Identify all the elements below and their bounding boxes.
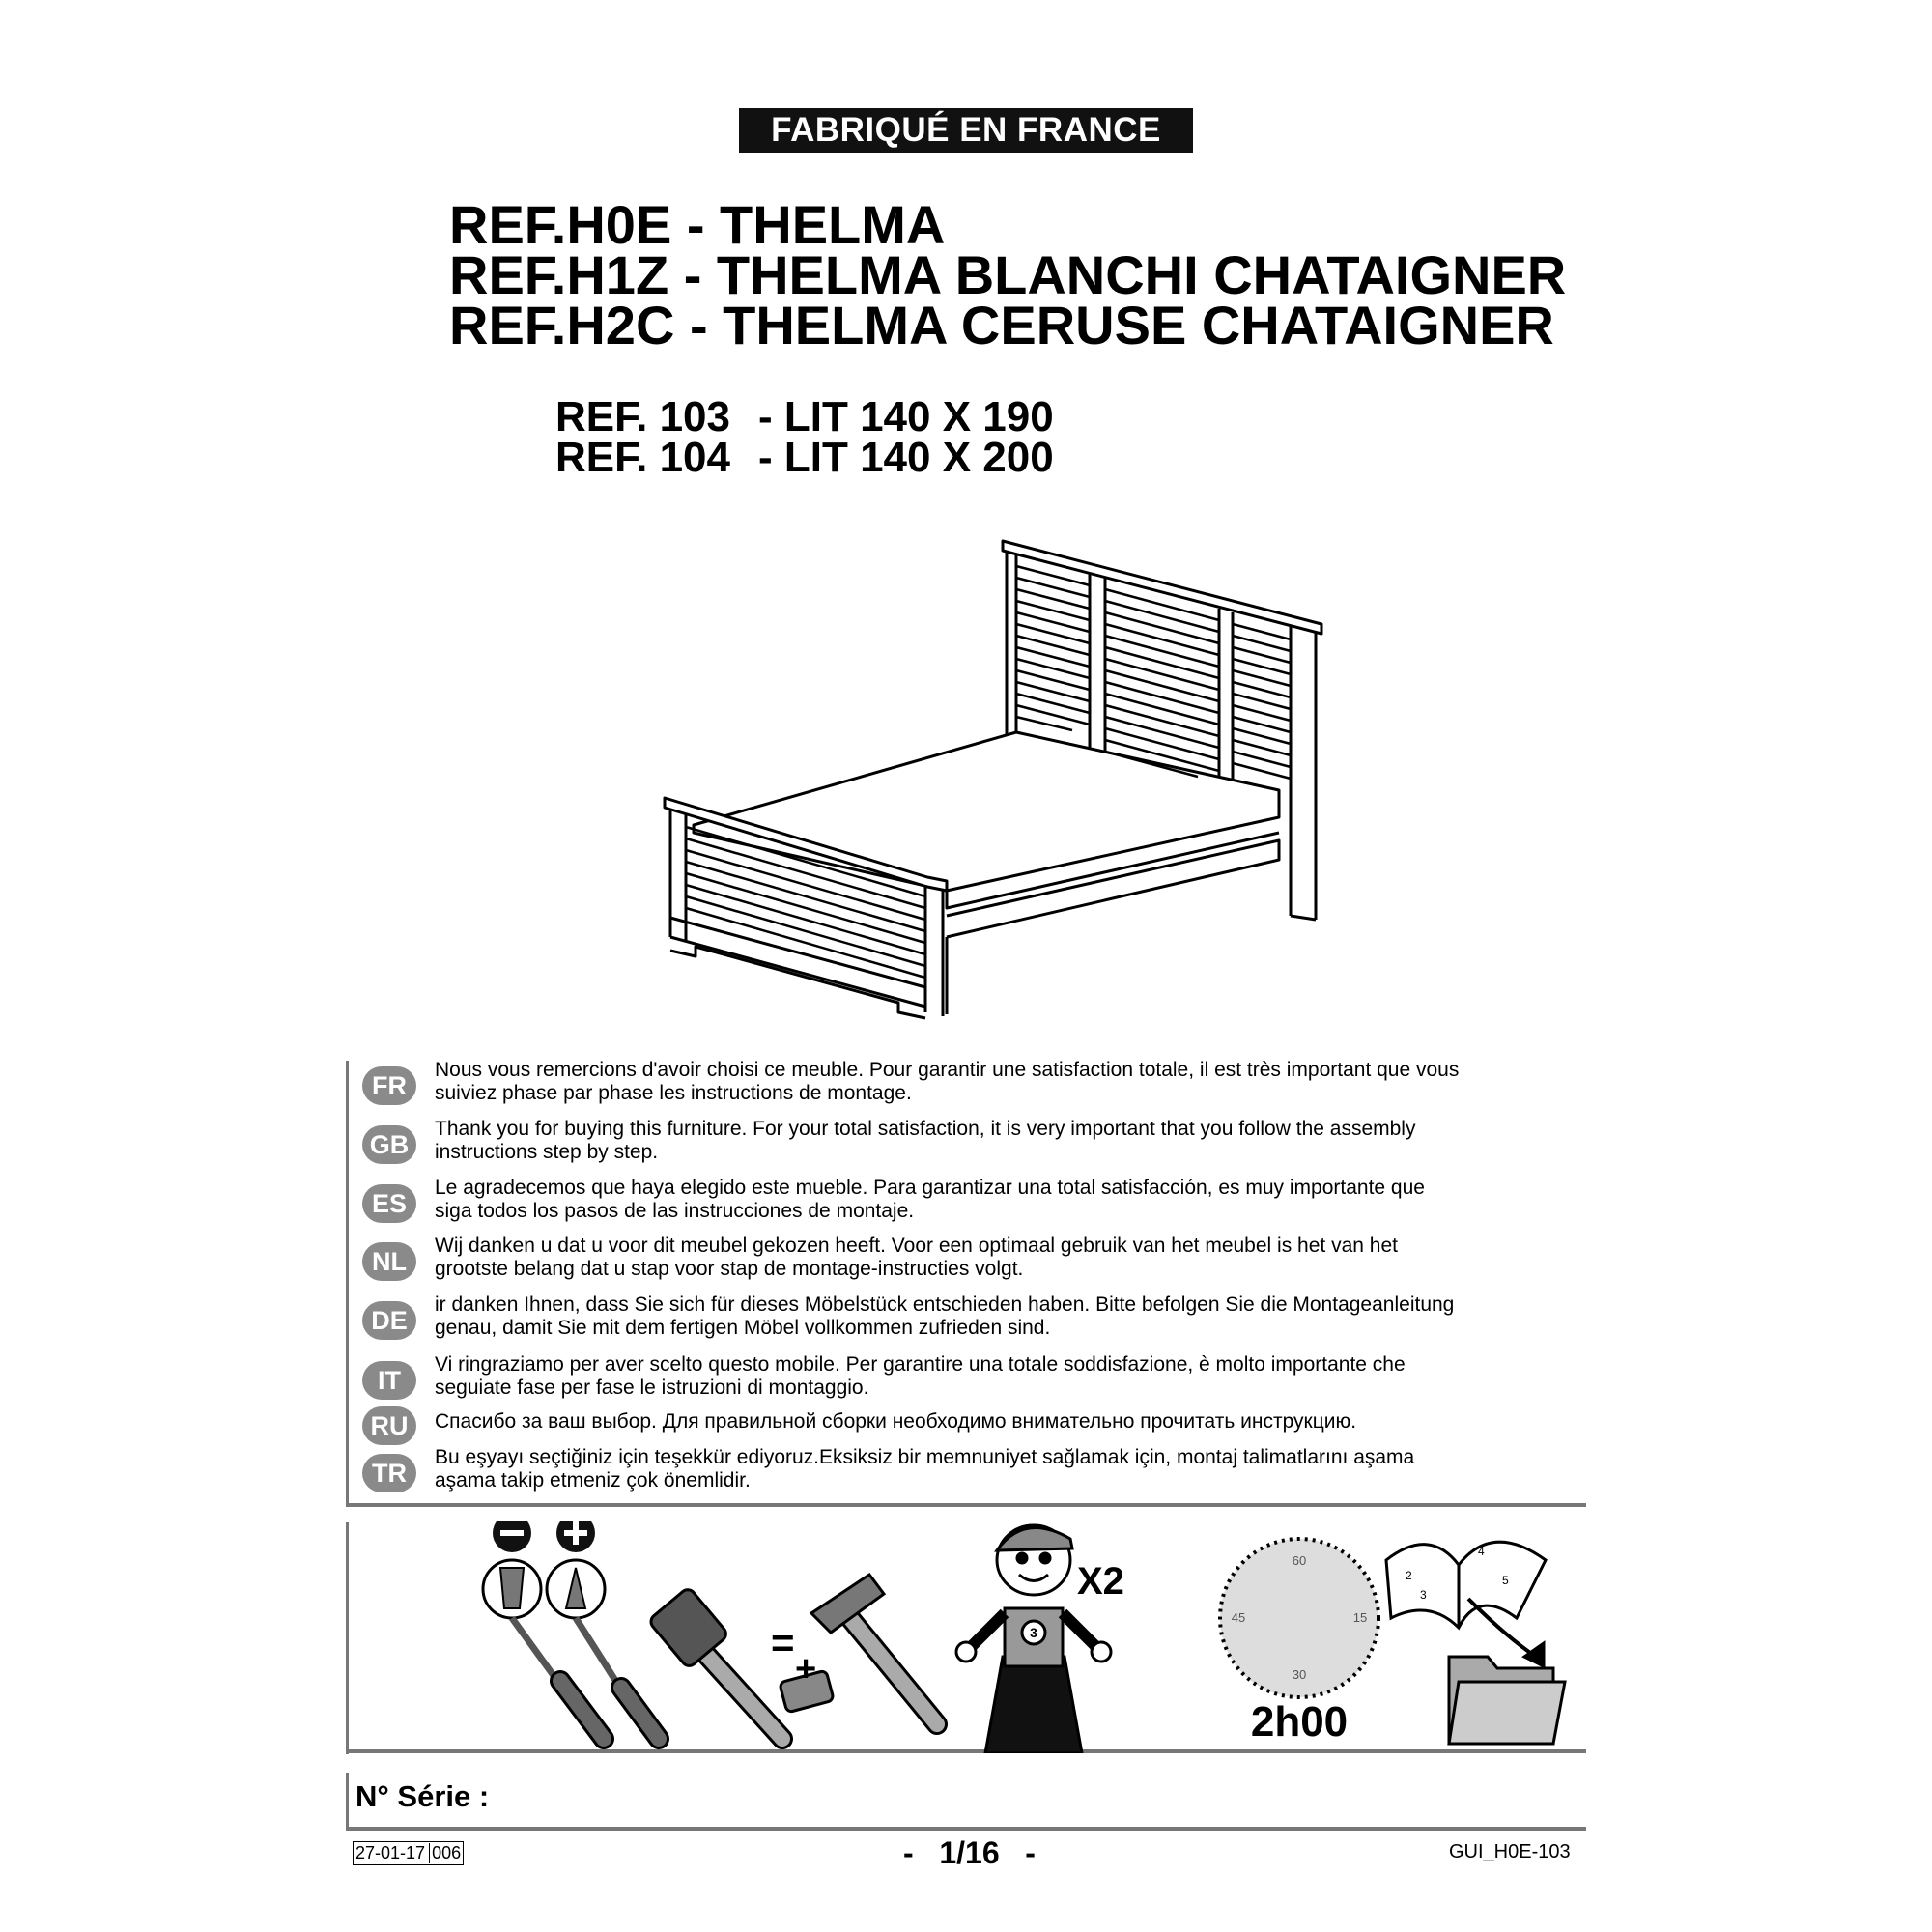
language-badge: TR: [362, 1454, 416, 1492]
mallet-icon: [648, 1586, 782, 1739]
subref-code: REF. 104: [555, 434, 730, 481]
language-text: ir danken Ihnen, dass Sie sich für dieses Möbelstück entschieden haben. Bitte befolgen Sie die Montageanleitung genau, damit Sie mit dem fertigen Möbel vollkommen zufrieden sind.: [435, 1293, 1455, 1339]
language-text: Спасибо за ваш выбор. Для правильной сборки необходимо внимательно прочитать инструкцию.: [435, 1410, 1357, 1433]
language-block-left-rule: [346, 1061, 349, 1507]
serial-bottom-rule: [346, 1827, 1586, 1831]
worker-badge: 3: [1030, 1625, 1037, 1640]
assembly-duration: 2h00: [1250, 1698, 1349, 1746]
language-text: Thank you for buying this furniture. For your total satisfaction, it is very important that you follow the assembly instructions step by step.: [435, 1118, 1416, 1163]
page-number: - 1/16 -: [903, 1835, 1036, 1870]
language-badge: FR: [362, 1066, 416, 1105]
book-page-label: 2: [1406, 1569, 1412, 1582]
subref-desc: - LIT 140 X 200: [758, 434, 1054, 481]
language-badge: GB: [362, 1125, 416, 1164]
instruction-book-icon: [1386, 1542, 1546, 1666]
clock-label: 15: [1352, 1610, 1368, 1625]
language-badge: IT: [362, 1361, 416, 1400]
subref-line-1: [555, 393, 1054, 440]
hammer-plus-symbol: +: [795, 1649, 817, 1690]
language-badge: RU: [362, 1406, 416, 1445]
phillips-screwdriver-icon: [547, 1521, 659, 1739]
language-text: Nous vous remercions d'avoir choisi ce meuble. Pour garantir une satisfaction totale, il est très important que vous suiviez phase par phase les instructions de montage.: [435, 1059, 1460, 1104]
book-page-label: 3: [1420, 1588, 1427, 1602]
title-line-1: REF.H0E - THELMA: [449, 194, 946, 255]
document-code: GUI_H0E-103: [1449, 1841, 1571, 1862]
serial-left-rule: [346, 1773, 349, 1831]
serial-number-label: N° Série :: [355, 1779, 490, 1813]
revision-number: 006: [429, 1843, 461, 1863]
clock-label: 30: [1292, 1667, 1307, 1682]
subref-code: REF. 103: [555, 393, 730, 440]
clock-label: 45: [1231, 1610, 1246, 1625]
bed-illustration: [638, 531, 1333, 1024]
title-line-2: REF.H1Z - THELMA BLANCHI CHATAIGNER: [449, 244, 1567, 305]
language-text: Bu eşyayı seçtiğiniz için teşekkür ediyoruz.Eksiksiz bir memnuniyet sağlamak için, montaj talimatlarını aşama aşama takip etmeniz çok önemlidir.: [435, 1446, 1415, 1492]
subref-desc: - LIT 140 X 190: [758, 393, 1054, 440]
language-text: Le agradecemos que haya elegido este mueble. Para garantizar una total satisfacción, es muy importante que siga todos los pasos de las instrucciones de montaje.: [435, 1177, 1425, 1222]
print-date: 27-01-17: [355, 1843, 426, 1862]
minus-symbol: −: [523, 1536, 525, 1537]
language-block-bottom-rule: [346, 1503, 1586, 1507]
equals-symbol: =: [771, 1620, 795, 1665]
person-count: X2: [1077, 1560, 1124, 1603]
language-badge: DE: [362, 1301, 416, 1340]
tools-panel: [348, 1521, 1586, 1753]
language-text: Wij danken u dat u voor dit meubel gekozen heeft. Voor een optimaal gebruik van het meubel is het van het grootste belang dat u stap voor stap de montage-instructies volgt.: [435, 1235, 1398, 1280]
folder-icon: [1449, 1657, 1565, 1744]
made-in-france-banner: FABRIQUÉ EN FRANCE: [739, 108, 1193, 153]
clock-label: 60: [1292, 1553, 1307, 1568]
language-text: Vi ringraziamo per aver scelto questo mobile. Per garantire una totale soddisfazione, è molto importante che seguiate fase per fase le istruzioni di montaggio.: [435, 1353, 1406, 1399]
book-page-label: 5: [1502, 1574, 1509, 1587]
subref-line-2: [555, 434, 1054, 481]
print-date-box: [353, 1841, 464, 1865]
language-badge: NL: [362, 1242, 416, 1281]
title-line-3: REF.H2C - THELMA CERUSE CHATAIGNER: [449, 295, 1554, 355]
language-badge: ES: [362, 1184, 416, 1223]
book-page-label: 4: [1478, 1545, 1485, 1558]
